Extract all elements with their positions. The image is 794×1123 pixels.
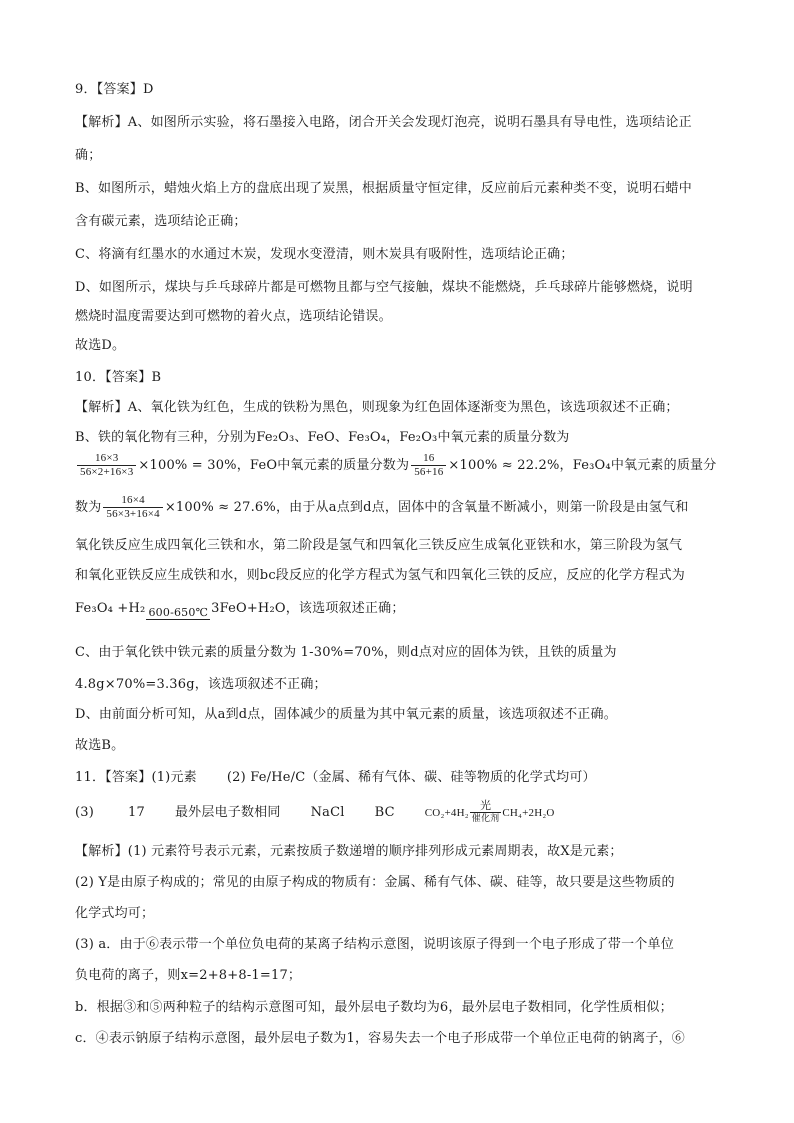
q10-fraction-line: $\frac{16\times 3}{56\times 2+16\times 3}$ ×100% = 30%，FeO中氧元素的质量分数为 $\frac{16}{56+16}$ ×100% ≈ 22.2%，Fe₃O₄中氧元素的质量分 bbox=[75, 452, 725, 480]
q11-analysis-line: 【解析】(1) 元素符号表示元素，元素按质子数递增的顺序排列形成元素周期表，故X是元素； bbox=[75, 844, 623, 859]
q11-analysis-line: (2) Y是由原子构成的；常见的由原子构成的物质有：金属、稀有气体、碳、硅等，故只要是这些物质的 bbox=[75, 875, 675, 890]
q9-answer: 9．【答案】D bbox=[75, 82, 154, 97]
equation-products: 3FeO+H₂O bbox=[211, 601, 286, 616]
fraction-fe2o3: $\frac{16\times 3}{56\times 2+16\times 3}$ bbox=[77, 452, 136, 479]
q10-analysis-line: C、由于氧化铁中铁元素的质量分数为 1-30%=70%，则d点对应的固体为铁，且铁的质量为 bbox=[75, 645, 617, 660]
q10-conclusion: 故选B。 bbox=[75, 738, 125, 753]
q9-analysis-line: C、将滴有红墨水的水通过木炭，发现水变澄清，则木炭具有吸附性，选项结论正确； bbox=[75, 247, 574, 262]
q9-analysis-line: 燃烧时温度需要达到可燃物的着火点，选项结论错误。 bbox=[75, 309, 392, 324]
q9-analysis-line: 确； bbox=[75, 148, 102, 163]
q9-analysis-line: D、如图所示，煤块与乒乓球碎片都是可燃物且都与空气接触，煤块不能燃烧，乒乓球碎片能够燃烧，说明 bbox=[75, 280, 693, 295]
q9-analysis-line: B、如图所示，蜡烛火焰上方的盘底出现了炭黑，根据质量守恒定律，反应前后元素种类不变，说明石蜡中 bbox=[75, 181, 692, 196]
q11-answer-3: (3) 17 最外层电子数相同 NaCl BC CO₂+4H₂ 光 催化剂 CH₄+2H₂O bbox=[75, 799, 555, 824]
equation-reactants: CO₂+4H₂ bbox=[424, 807, 469, 819]
q10-analysis-line: D、由前面分析可知，从a到d点，固体减少的质量为其中氧元素的质量，该选项叙述不正确。 bbox=[75, 707, 617, 722]
q11-analysis-line: c．④表示钠原子结构示意图，最外层电子数为1，容易失去一个电子形成带一个单位正电荷的钠离子，⑥ bbox=[75, 1031, 685, 1046]
q11-analysis-line: (3) a．由于⑥表示带一个单位负电荷的某离子结构示意图，说明该原子得到一个电子形成了带一个单位 bbox=[75, 937, 674, 952]
q10-analysis-line: B、铁的氧化物有三种，分别为Fe₂O₃、FeO、Fe₃O₄，Fe₂O₃中氧元素的质量分数为 bbox=[75, 430, 570, 445]
fraction-fe3o4: $\frac{16\times 4}{56\times 3+16\times 4}$ bbox=[103, 494, 162, 521]
q11-analysis-line: 负电荷的离子，则x=2+8+8-1=17； bbox=[75, 968, 302, 983]
equation-condition: 光 催化剂 bbox=[471, 799, 500, 824]
q9-conclusion: 故选D。 bbox=[75, 338, 126, 353]
q11-analysis-line: b．根据③和⑤两种粒子的结构示意图可知，最外层电子数均为6，最外层电子数相同，化学性质相似； bbox=[75, 1000, 673, 1015]
q10-analysis-line: 【解析】A、氧化铁为红色，生成的铁粉为黑色，则现象为红色固体逐渐变为黑色，该选项叙述不正确； bbox=[75, 400, 679, 415]
q11-answer: 11．【答案】(1)元素 (2) Fe/He/C（金属、稀有气体、碳、硅等物质的化学式均可） bbox=[75, 770, 596, 785]
fraction-feo: $\frac{16}{56+16}$ bbox=[411, 452, 446, 479]
q9-analysis-line: 含有碳元素，选项结论正确； bbox=[75, 214, 247, 229]
q10-equation-line: Fe₃O₄ +H₂ 600-650℃ 3FeO+H₂O，该选项叙述正确； bbox=[75, 601, 405, 619]
q10-answer: 10．【答案】B bbox=[75, 370, 162, 385]
q10-fraction-line: 数为 $\frac{16\times 4}{56\times 3+16\times 4}$ ×100% ≈ 27.6%，由于从a点到d点，固体中的含氧量不断减小，则第一阶段是由氢气和 bbox=[75, 494, 689, 520]
equation-reactants: Fe₃O₄ +H₂ bbox=[75, 601, 146, 616]
equation-condition: 600-650℃ bbox=[148, 606, 209, 619]
q10-analysis-line: 和氧化亚铁反应生成铁和水，则bc段反应的化学方程式为氢气和四氧化三铁的反应，反应的化学方程式为 bbox=[75, 568, 686, 583]
q10-analysis-line: 4.8g×70%=3.36g，该选项叙述不正确； bbox=[75, 677, 327, 692]
equation-products: CH₄+2H₂O bbox=[502, 807, 555, 819]
q9-analysis-line: 【解析】A、如图所示实验，将石墨接入电路，闭合开关会发现灯泡亮，说明石墨具有导电性，选项结论正 bbox=[75, 115, 692, 130]
q10-analysis-line: 氧化铁反应生成四氧化三铁和水，第二阶段是氢气和四氧化三铁反应生成氧化亚铁和水，第三阶段为氢气 bbox=[75, 538, 683, 553]
q11-analysis-line: 化学式均可； bbox=[75, 906, 155, 921]
